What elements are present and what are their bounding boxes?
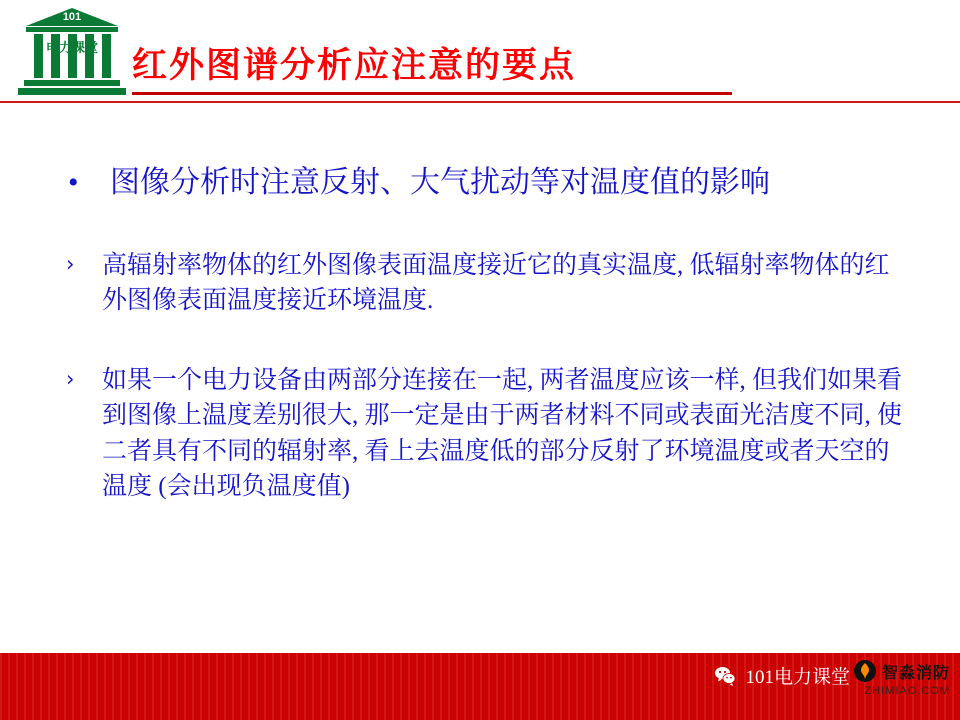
svg-text:电力课堂: 电力课堂 bbox=[45, 40, 99, 55]
watermark-title: 智淼消防 bbox=[881, 664, 950, 682]
header-divider bbox=[0, 101, 960, 103]
slide-header bbox=[0, 0, 960, 104]
course-logo bbox=[14, 4, 130, 100]
title-underline bbox=[132, 92, 732, 95]
watermark-subtitle: ZHIMIAO.COM bbox=[864, 685, 950, 697]
wechat-icon bbox=[713, 664, 737, 688]
bullet-level2-second-text: 如果一个电力设备由两部分连接在一起, 两者温度应该一样, 但我们如果看到图像上温度差别很大, 那一定是由于两者材料不同或表面光洁度不同, 使二者具有不同的辐射率, 看上去温度低的部分反射了环境温度或者天空的温度 (会出现负温度值) bbox=[102, 366, 903, 500]
bullet-marker-dot: • bbox=[68, 166, 79, 199]
bullet-level2-first bbox=[0, 248, 960, 319]
page-title: 红外图谱分析应注意的要点 bbox=[132, 46, 577, 85]
logo-icon bbox=[14, 4, 130, 100]
chevron-right-icon: › bbox=[66, 251, 75, 276]
slide-footer bbox=[0, 653, 960, 720]
watermark bbox=[770, 658, 950, 718]
watermark-logo-icon bbox=[852, 658, 878, 684]
bullet-level1 bbox=[0, 163, 960, 204]
bullet-level2-second bbox=[0, 363, 960, 505]
bullet-level2-first-text: 高辐射率物体的红外图像表面温度接近它的真实温度, 低辐射率物体的红外图像表面温度接近环境温度. bbox=[102, 251, 890, 314]
chevron-right-icon: › bbox=[66, 366, 75, 391]
wechat-account-label: 101电力课堂 bbox=[745, 667, 850, 688]
svg-text:101: 101 bbox=[62, 11, 82, 23]
slide-content bbox=[0, 108, 960, 653]
bullet-level1-text: 图像分析时注意反射、大气扰动等对温度值的影响 bbox=[110, 166, 770, 199]
